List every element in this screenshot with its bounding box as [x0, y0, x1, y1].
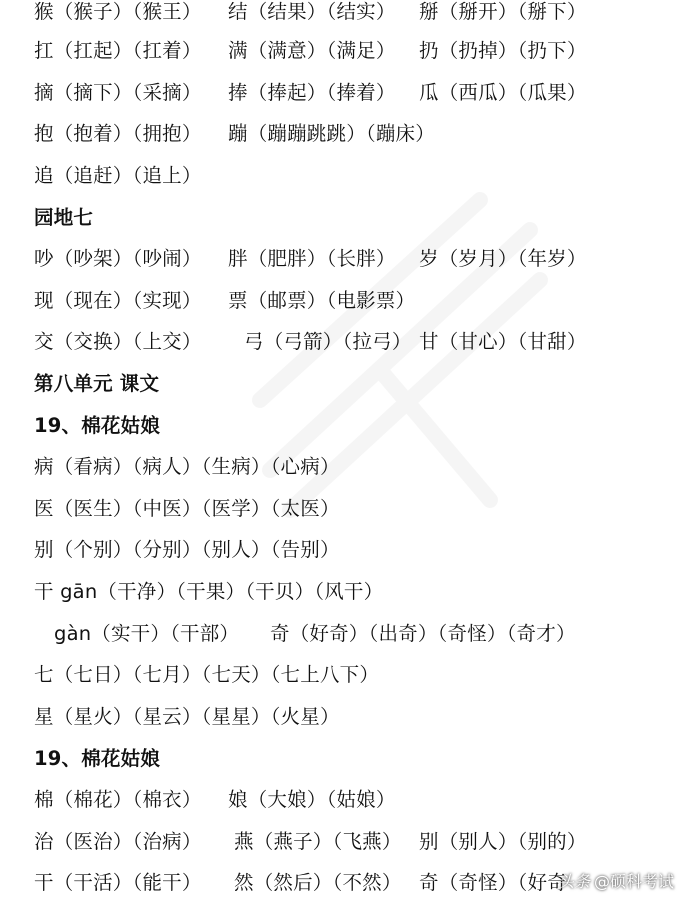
section-heading-text: 园地七 [34, 206, 94, 229]
lesson-heading-text: 19、棉花姑娘 [34, 414, 161, 437]
vocab-line-17 [34, 660, 664, 690]
vocab-entry: 结（结果）（结实） [228, 0, 396, 23]
vocab-line-21 [34, 827, 664, 857]
vocab-line-14 [34, 535, 664, 565]
vocab-line-5 [34, 161, 664, 191]
vocab-entry: 七（七日）（七月）（七天）（七上八下） [34, 663, 380, 686]
section-heading [34, 203, 664, 233]
vocab-entry: 吵（吵架）（吵闹） [34, 247, 202, 270]
vocab-entry: 蹦（蹦蹦跳跳）（蹦床） [228, 122, 435, 145]
vocab-entry: 甘（甘心）（甘甜） [419, 330, 587, 353]
vocab-entry: 扛（扛起）（扛着） [34, 39, 202, 62]
vocab-line-2 [34, 36, 664, 66]
toutiao-watermark-badge [558, 869, 674, 895]
vocab-line-18 [34, 702, 664, 732]
vocab-entry: 扔（扔掉）（扔下） [419, 39, 587, 62]
lesson-heading [34, 411, 664, 441]
vocab-entry: 奇（奇怪）（好奇 [419, 871, 567, 894]
vocab-entry: 星（星火）（星云）（星星）（火星） [34, 705, 340, 728]
vocab-entry: 抱（抱着）（拥抱） [34, 122, 202, 145]
vocab-entry: 摘（摘下）（采摘） [34, 81, 202, 104]
vocab-entry: 然（然后）（不然） [234, 871, 402, 894]
lesson-heading-text: 19、棉花姑娘 [34, 747, 161, 770]
vocab-entry: 干 gān（干净）（干果）（干贝）（风干） [34, 580, 384, 603]
vocab-entry: 胖（肥胖）（长胖） [228, 247, 396, 270]
watermark-account: @硕科考试 [593, 872, 674, 891]
vocab-line-7 [34, 244, 664, 274]
vocab-entry: 弓（弓箭）（拉弓） [244, 330, 412, 353]
vocab-entry: 棉（棉花）（棉衣） [34, 788, 202, 811]
vocab-entry: 猴（猴子）（猴王） [34, 0, 202, 23]
vocab-line-1 [34, 0, 664, 27]
vocab-entry: 掰（掰开）（掰下） [419, 0, 587, 23]
vocab-entry: 瓜（西瓜）（瓜果） [419, 81, 587, 104]
vocab-line-3 [34, 78, 664, 108]
vocab-line-9 [34, 327, 664, 357]
vocab-entry: 干（干活）（能干） [34, 871, 202, 894]
vocab-entry: 捧（捧起）（捧着） [228, 81, 396, 104]
vocab-line-8 [34, 286, 664, 316]
watermark-brand: 头条 [557, 872, 590, 891]
vocab-line-15 [34, 577, 664, 607]
vocab-entry: 追（追赶）（追上） [34, 164, 202, 187]
vocab-entry: 满（满意）（满足） [228, 39, 396, 62]
unit-heading-text: 第八单元 课文 [34, 372, 160, 395]
vocab-line-16 [34, 619, 664, 649]
vocab-line-13 [34, 494, 664, 524]
vocab-line-4 [34, 119, 664, 149]
vocab-entry: 岁（岁月）（年岁） [419, 247, 587, 270]
vocab-entry: 票（邮票）（电影票） [228, 289, 416, 312]
vocab-line-20 [34, 785, 664, 815]
vocab-entry: 别（别人）（别的） [419, 830, 587, 853]
vocab-entry: 交（交换）（上交） [34, 330, 202, 353]
vocab-entry: 病（看病）（病人）（生病）（心病） [34, 455, 340, 478]
vocab-entry: 现（现在）（实现） [34, 289, 202, 312]
vocab-entry: 别（个别）（分别）（别人）（告别） [34, 538, 340, 561]
vocab-entry: 燕（燕子）（飞燕） [234, 830, 402, 853]
vocab-entry: gàn（实干）（干部） [54, 622, 240, 645]
vocab-entry: 奇（好奇）（出奇）（奇怪）（奇才） [270, 622, 576, 645]
unit-heading [34, 369, 664, 399]
vocab-entry: 医（医生）（中医）（医学）（太医） [34, 497, 340, 520]
vocab-entry: 娘（大娘）（姑娘） [228, 788, 396, 811]
vocab-line-12 [34, 452, 664, 482]
vocab-entry: 治（医治）（治病） [34, 830, 202, 853]
lesson-heading [34, 744, 664, 774]
